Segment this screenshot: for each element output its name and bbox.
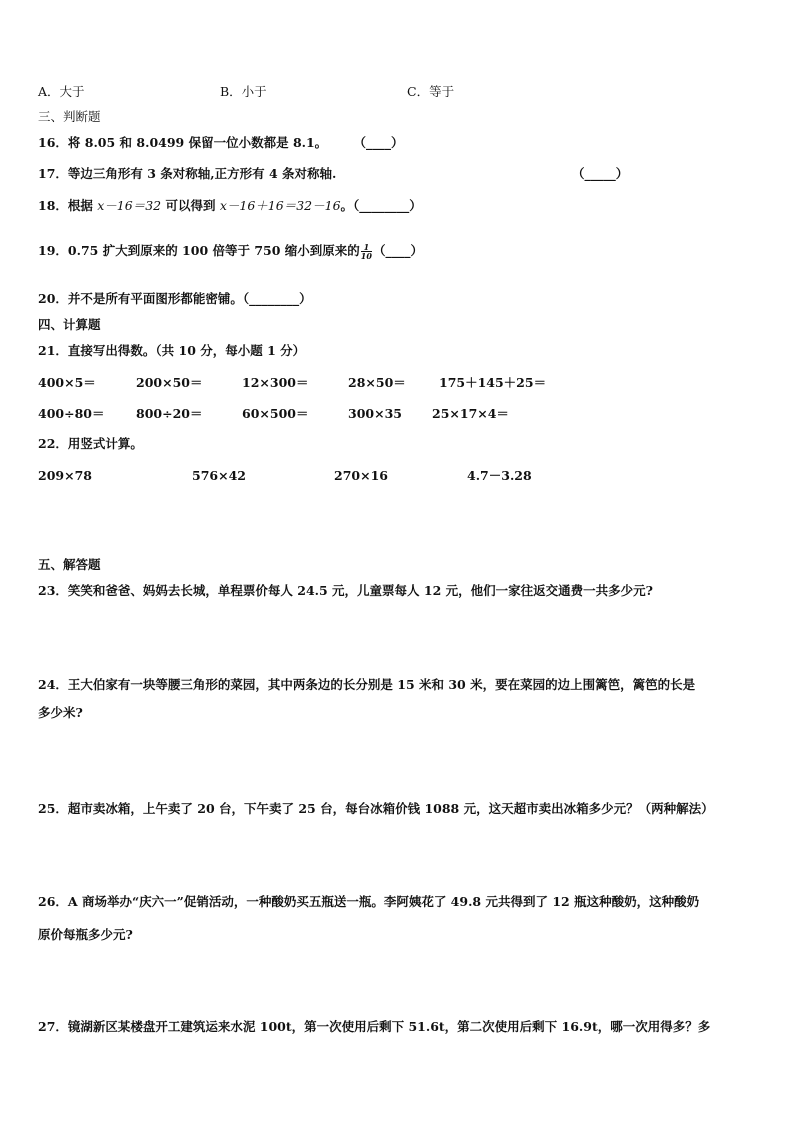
calc-item: 400×5＝ bbox=[38, 375, 96, 390]
question-21: 21．直接写出得数。（共 10 分，每小题 1 分） bbox=[38, 343, 306, 358]
question-20: 20．并不是所有平面图形都能密铺。（________） bbox=[38, 291, 312, 306]
question-24-line-2: 多少米? bbox=[38, 705, 83, 720]
option-c: C．等于 bbox=[407, 84, 455, 99]
calc-item: 25×17×4＝ bbox=[432, 406, 509, 421]
calc-item: 12×300＝ bbox=[242, 375, 309, 390]
question-18 bbox=[38, 198, 422, 214]
question-19-text: 19．0.75 扩大到原来的 100 倍等于 750 缩小到原来的 bbox=[38, 243, 360, 258]
question-25: 25．超市卖冰箱，上午卖了 20 台，下午卖了 25 台，每台冰箱价钱 1088 元，这天超市卖出冰箱多少元？（两种解法） bbox=[38, 801, 714, 816]
question-18-prefix: 18．根据 bbox=[38, 198, 98, 213]
calc-item: 200×50＝ bbox=[136, 375, 203, 390]
calc-item: 800÷20＝ bbox=[136, 406, 203, 421]
question-23: 23．笑笑和爸爸、妈妈去长城，单程票价每人 24.5 元，儿童票每人 12 元，他们一家往返交通费一共多少元? bbox=[38, 583, 653, 598]
equation-2: x－16＋16＝32－16 bbox=[219, 198, 341, 213]
question-18-mid: 可以得到 bbox=[161, 198, 220, 213]
vertical-calc-item: 209×78 bbox=[38, 468, 92, 483]
question-18-answer-blank[interactable]: 。（________） bbox=[340, 198, 422, 213]
question-17-answer-blank[interactable]: （_____） bbox=[572, 166, 629, 181]
equation-1: x－16＝32 bbox=[97, 198, 162, 213]
calc-item: 300×35 bbox=[348, 406, 402, 421]
question-17 bbox=[38, 166, 638, 182]
calc-item: 60×500＝ bbox=[242, 406, 309, 421]
question-27: 27．镜湖新区某楼盘开工建筑运来水泥 100t，第一次使用后剩下 51.6t，第二次使用后剩下 16.9t，哪一次用得多？多 bbox=[38, 1019, 711, 1034]
option-b: B．小于 bbox=[220, 84, 267, 99]
question-16-answer-blank[interactable]: （____） bbox=[353, 135, 404, 150]
fraction-one-tenth bbox=[361, 243, 372, 260]
question-24-line-1: 24．王大伯家有一块等腰三角形的菜园，其中两条边的长分别是 15 米和 30 米，要在菜园的边上围篱笆，篱笆的长是 bbox=[38, 677, 696, 692]
section-title-judgment: 三、判断题 bbox=[38, 109, 101, 124]
question-19 bbox=[38, 243, 423, 260]
question-16 bbox=[38, 135, 404, 151]
fraction-denominator: 10 bbox=[360, 251, 372, 261]
calc-item: 400÷80＝ bbox=[38, 406, 105, 421]
vertical-calc-item: 270×16 bbox=[334, 468, 388, 483]
vertical-calc-item: 4.7－3.28 bbox=[467, 468, 532, 483]
section-title-word-problems: 五、解答题 bbox=[38, 557, 101, 572]
question-19-answer-blank[interactable]: （____） bbox=[372, 243, 423, 258]
vertical-calc-item: 576×42 bbox=[192, 468, 246, 483]
question-17-text: 17．等边三角形有 3 条对称轴,正方形有 4 条对称轴. bbox=[38, 166, 337, 181]
question-26-line-2: 原价每瓶多少元? bbox=[38, 927, 133, 942]
question-16-text: 16．将 8.05 和 8.0499 保留一位小数都是 8.1。 bbox=[38, 135, 328, 150]
section-title-calculation: 四、计算题 bbox=[38, 317, 101, 332]
calc-item: 28×50＝ bbox=[348, 375, 406, 390]
option-a: A．大于 bbox=[38, 84, 85, 99]
question-22: 22．用竖式计算。 bbox=[38, 436, 143, 451]
fraction-numerator: 1 bbox=[361, 243, 372, 252]
question-26-line-1: 26．A 商场举办“庆六一”促销活动，一种酸奶买五瓶送一瓶。李阿姨花了 49.8 元共得到了 12 瓶这种酸奶，这种酸奶 bbox=[38, 894, 700, 909]
calc-item: 175＋145＋25＝ bbox=[439, 375, 547, 390]
